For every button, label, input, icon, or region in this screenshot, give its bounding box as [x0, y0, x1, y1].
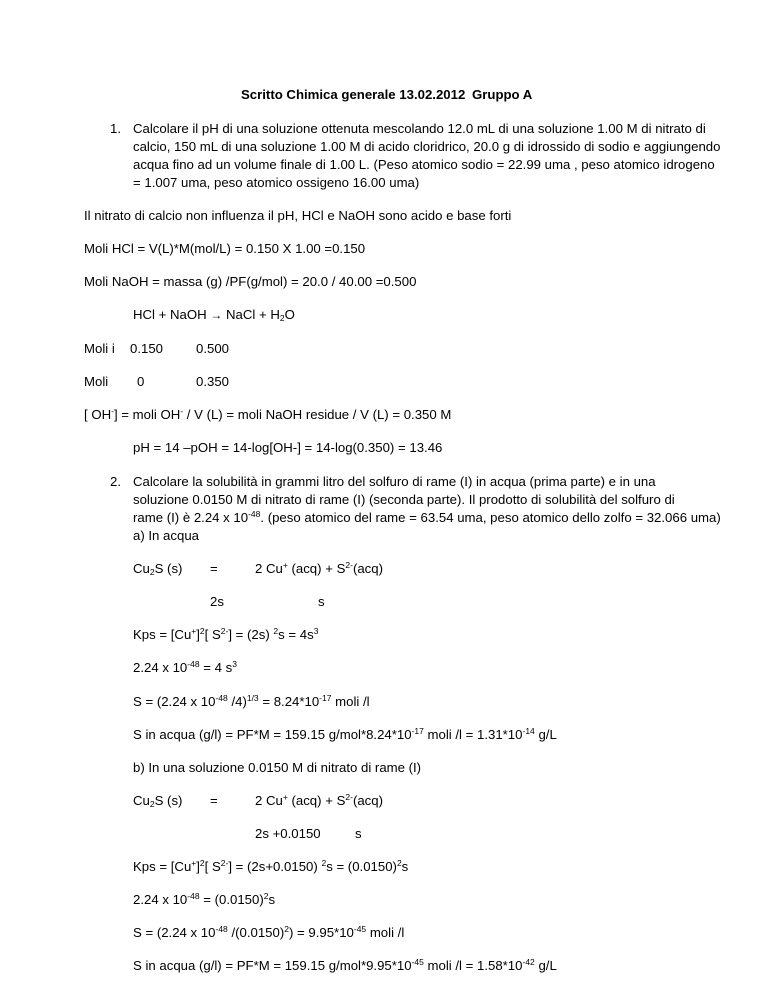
q2-text-line: Calcolare la solubilità in grammi litro del solfuro di rame (I) in acqua (prima parte) e in una	[133, 474, 656, 489]
text: Cu	[133, 561, 150, 576]
superscript: 2	[273, 626, 279, 636]
kps-expression	[133, 859, 408, 875]
superscript: 2-	[220, 626, 229, 636]
products-formula	[255, 561, 383, 577]
text: 2.24 x 10	[133, 892, 188, 907]
text: /(0.0150)	[227, 925, 285, 940]
document-title: Scritto Chimica generale 13.02.2012	[241, 87, 466, 102]
text: = 8.24*10	[258, 694, 320, 709]
superscript: 2	[199, 858, 205, 868]
text: S in acqua (g/l) = PF*M = 159.15 g/mol*9.95*10	[133, 958, 412, 973]
text: 2 Cu	[255, 793, 283, 808]
text: moli /l	[331, 694, 370, 709]
equilibrium-sign: =	[210, 793, 218, 808]
text: rame (I) è 2.24 x 10	[133, 510, 249, 525]
stoich-s: s	[355, 826, 362, 841]
q1-moli-hcl: Moli HCl = V(L)*M(mol/L) = 0.150 X 1.00 =0.150	[84, 241, 366, 256]
superscript: -17	[411, 726, 424, 736]
q1-oh-line	[84, 407, 451, 423]
q2-number: 2.	[110, 474, 121, 489]
table-row-label: Moli i	[84, 341, 115, 356]
superscript: -42	[522, 957, 535, 967]
q1-text-line: calcio, 150 mL di una soluzione 1.00 M di acido cloridrico, 20.0 g di idrossido di sodio e aggiungendo	[133, 139, 721, 154]
table-cell: 0.150	[130, 341, 164, 356]
text: S = (2.24 x 10	[133, 694, 216, 709]
table-cell: 0.350	[196, 374, 230, 389]
q2-part-b-heading: b) In una soluzione 0.0150 M di nitrato di rame (I)	[133, 760, 422, 775]
kps-equation	[133, 660, 237, 676]
text: S = (2.24 x 10	[133, 925, 216, 940]
superscript: -45	[353, 924, 367, 934]
solubility-molar	[133, 694, 370, 710]
superscript: -	[180, 406, 184, 416]
q1-text-line: acqua fino ad un volume finale di 1.00 L. (Peso atomico sodio = 22.99 uma , peso atomico idrogeno	[133, 157, 715, 172]
products-formula	[255, 793, 383, 809]
superscript: +	[282, 792, 288, 802]
text: 2 Cu	[255, 561, 283, 576]
text: [ S	[204, 859, 221, 874]
subscript: 2	[279, 313, 285, 323]
superscript: -17	[319, 693, 332, 703]
reaction-reagents: HCl + NaOH	[133, 307, 207, 322]
kps-equation	[133, 892, 275, 908]
superscript: -48	[215, 924, 228, 934]
superscript: 2	[199, 626, 205, 636]
superscript: 2-	[220, 858, 229, 868]
superscript: 3	[313, 626, 319, 636]
text: (acq) + S	[287, 561, 346, 576]
equilibrium-sign: =	[210, 561, 218, 576]
table-row-label: Moli	[84, 374, 109, 389]
superscript: +	[282, 560, 288, 570]
text: Kps = [Cu	[133, 627, 192, 642]
superscript: -	[111, 406, 114, 416]
text: S (s)	[154, 793, 183, 808]
text: Cu	[133, 793, 150, 808]
superscript: 2-	[345, 792, 353, 802]
reaction-products: NaCl + H	[226, 307, 280, 322]
text: S (s)	[154, 561, 183, 576]
text: / V (L) = moli NaOH residue / V (L) = 0.350 M	[183, 407, 452, 422]
reaction-products-end: O	[284, 307, 295, 322]
text: [ OH	[84, 407, 112, 422]
q2-part-a-heading: a) In acqua	[133, 528, 199, 543]
text: (acq)	[352, 793, 383, 808]
solubility-grams	[133, 958, 557, 974]
text: . (peso atomico del rame = 63.54 uma, peso atomico dello zolfo = 32.066 uma)	[260, 510, 721, 525]
text: ) = 9.95*10	[288, 925, 354, 940]
text: s	[268, 892, 276, 907]
subscript: 2	[149, 799, 155, 809]
superscript: -45	[411, 957, 424, 967]
text: g/L	[534, 727, 557, 742]
text: S in acqua (g/l) = PF*M = 159.15 g/mol*8.24*10	[133, 727, 412, 742]
superscript: 2-	[345, 560, 353, 570]
reaction-arrow-icon: →	[210, 308, 223, 322]
stoich-2s: 2s +0.0150	[255, 826, 321, 841]
solubility-grams	[133, 727, 557, 743]
text: ] = (2s+0.0150)	[228, 859, 322, 874]
text: g/L	[534, 958, 557, 973]
text: s = (0.0150)	[326, 859, 397, 874]
superscript: 2	[263, 891, 269, 901]
text: [ S	[204, 627, 221, 642]
superscript: -48	[187, 659, 200, 669]
group-label: Gruppo A	[472, 87, 533, 102]
superscript: 3	[232, 659, 237, 669]
text: /4)	[227, 694, 247, 709]
text: (acq) + S	[287, 793, 346, 808]
text: Kps = [Cu	[133, 859, 192, 874]
q1-moli-naoh: Moli NaOH = massa (g) /PF(g/mol) = 20.0 / 40.00 =0.500	[84, 274, 417, 289]
stoich-s: s	[318, 594, 325, 609]
text: moli /l = 1.58*10	[423, 958, 523, 973]
reactant-formula	[133, 561, 182, 577]
subscript: 2	[149, 567, 155, 577]
reactant-formula	[133, 793, 182, 809]
q1-text-line: Calcolare il pH di una soluzione ottenuta mescolando 12.0 mL di una soluzione 1.00 M di nitrato di	[133, 121, 706, 136]
q1-text-line: = 1.007 uma, peso atomico ossigeno 16.00 uma)	[133, 175, 420, 190]
superscript: +	[191, 858, 197, 868]
table-cell: 0	[137, 374, 145, 389]
text: ]	[196, 859, 200, 874]
text: ] = (2s)	[228, 627, 274, 642]
solubility-molar	[133, 925, 404, 941]
text: s	[401, 859, 409, 874]
q2-text-line: soluzione 0.0150 M di nitrato di rame (I) (seconda parte). Il prodotto di solubilità del solfuro di	[133, 492, 675, 507]
superscript: 1/3	[246, 693, 259, 703]
text: s = 4s	[278, 627, 314, 642]
text: ] = moli OH	[113, 407, 181, 422]
text: ]	[196, 627, 200, 642]
q2-text-line	[133, 510, 721, 526]
q1-reaction	[133, 307, 295, 323]
superscript: -48	[187, 891, 200, 901]
superscript: 2	[396, 858, 402, 868]
text: = (0.0150)	[199, 892, 264, 907]
superscript: -48	[248, 509, 261, 519]
superscript: +	[191, 626, 197, 636]
superscript: -48	[215, 693, 228, 703]
text: moli /l = 1.31*10	[423, 727, 523, 742]
superscript: 2	[284, 924, 289, 934]
text: (acq)	[352, 561, 383, 576]
q1-ph-result: pH = 14 –pOH = 14-log[OH-] = 14-log(0.350) = 13.46	[133, 440, 443, 455]
table-cell: 0.500	[196, 341, 230, 356]
q1-note: Il nitrato di calcio non influenza il pH, HCl e NaOH sono acido e base forti	[84, 208, 512, 223]
stoich-2s: 2s	[210, 594, 224, 609]
text: 2.24 x 10	[133, 660, 188, 675]
superscript: -14	[522, 726, 535, 736]
q1-number: 1.	[110, 121, 121, 136]
superscript: 2	[321, 858, 327, 868]
text: = 4 s	[199, 660, 233, 675]
text: moli /l	[366, 925, 405, 940]
kps-expression	[133, 627, 318, 643]
